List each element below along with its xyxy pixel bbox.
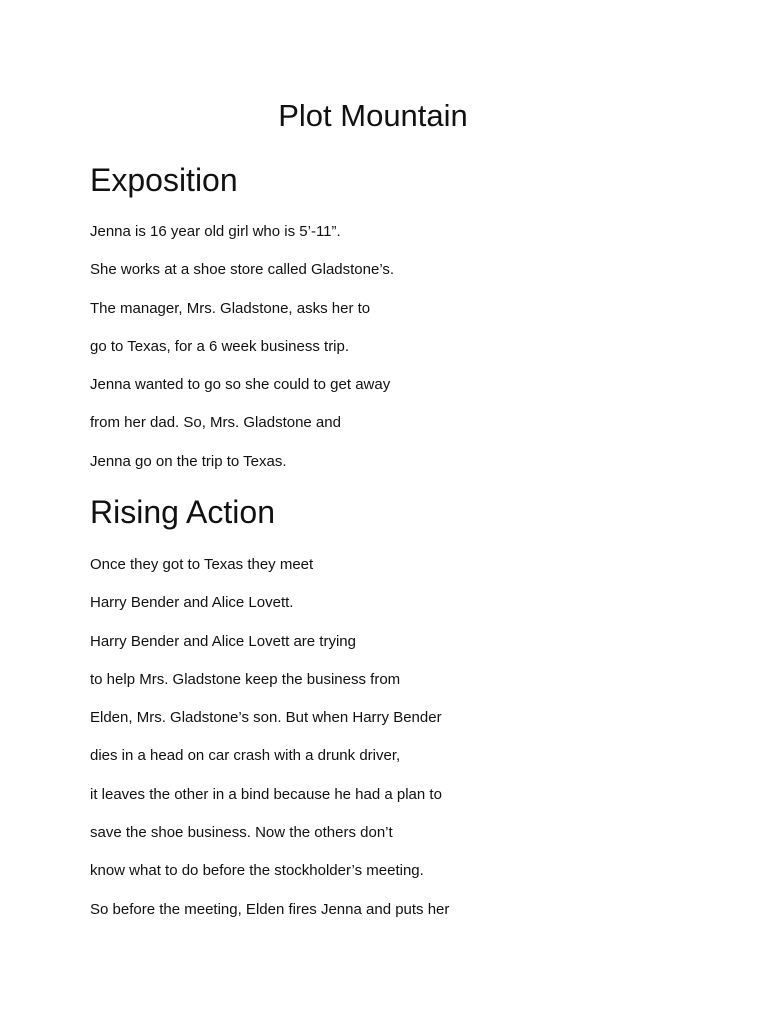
text-line: Once they got to Texas they meet	[90, 556, 314, 573]
document-title: Plot Mountain	[278, 98, 468, 133]
section-body-rising-action	[90, 555, 449, 938]
text-line: know what to do before the stockholder’s meeting.	[90, 862, 424, 880]
text-line: Jenna wanted to go so she could to get away	[90, 376, 391, 394]
text-line: She works at a shoe store called Gladstone’s.	[90, 261, 395, 279]
section-body-exposition	[90, 222, 394, 490]
text-line: So before the meeting, Elden fires Jenna and puts her	[90, 900, 450, 918]
text-line: The manager, Mrs. Gladstone, asks her to	[90, 299, 371, 317]
text-line: go to Texas, for a 6 week business trip.	[90, 337, 350, 355]
text-line: Jenna is 16 year old girl who is 5’-11”.	[90, 223, 341, 240]
text-line: from her dad. So, Mrs. Gladstone and	[90, 414, 341, 432]
text-line: Harry Bender and Alice Lovett.	[90, 594, 294, 612]
text-line: Harry Bender and Alice Lovett are trying	[90, 632, 356, 650]
section-heading-exposition: Exposition	[90, 162, 238, 198]
text-line: Jenna go on the trip to Texas.	[90, 452, 287, 470]
text-line: dies in a head on car crash with a drunk driver,	[90, 747, 401, 765]
text-line: to help Mrs. Gladstone keep the business from	[90, 670, 401, 688]
section-heading-rising-action: Rising Action	[90, 494, 275, 530]
text-line: it leaves the other in a bind because he had a plan to	[90, 785, 442, 803]
text-line: save the shoe business. Now the others don’t	[90, 824, 393, 842]
text-line: Elden, Mrs. Gladstone’s son. But when Harry Bender	[90, 709, 442, 727]
